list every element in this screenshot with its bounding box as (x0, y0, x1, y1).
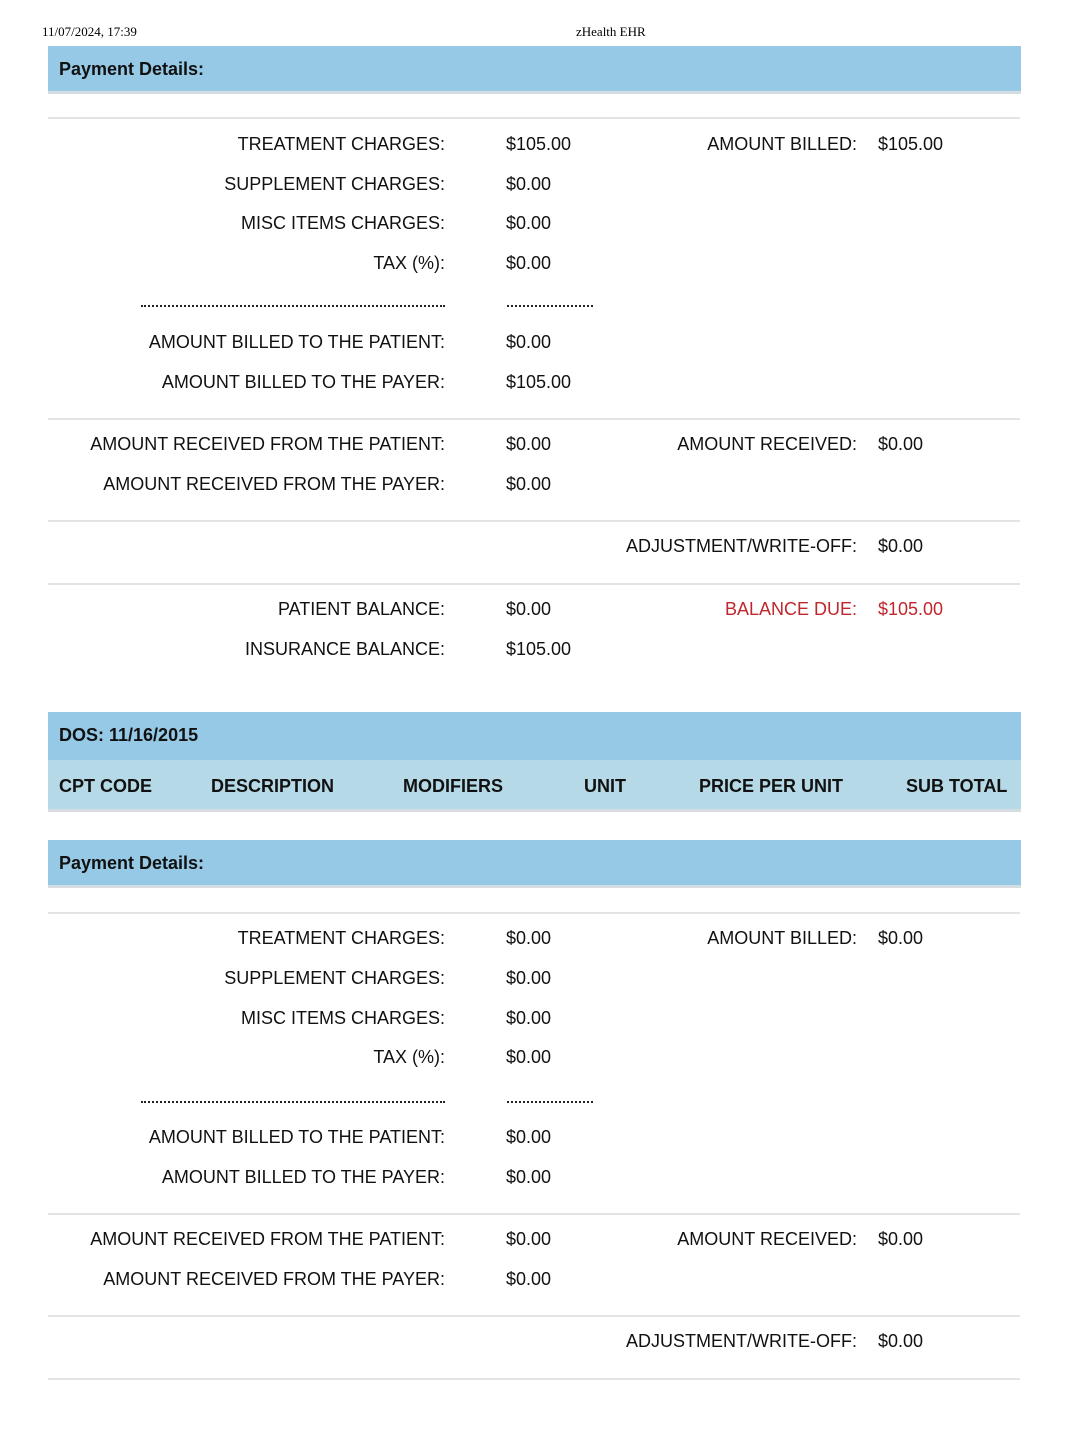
dos-header: DOS: 11/16/2015 (48, 712, 1021, 760)
misc-items-charges-label: MISC ITEMS CHARGES: (240, 213, 445, 233)
tax-label: TAX (%): (373, 253, 445, 273)
amount-received-payer-value: $0.00 (506, 474, 552, 494)
column-header-cpt-code: CPT CODE (59, 776, 153, 796)
amount-billed-label: AMOUNT BILLED: (707, 928, 857, 948)
print-datetime: 11/07/2024, 17:39 (42, 24, 137, 39)
misc-items-charges-label: MISC ITEMS CHARGES: (240, 1008, 445, 1028)
payment-details-header: Payment Details: (48, 46, 1021, 94)
adjustment-label: ADJUSTMENT/WRITE-OFF: (626, 536, 857, 556)
amount-received-value: $0.00 (878, 434, 924, 454)
tax-value: $0.00 (506, 1047, 552, 1067)
dotted-separator (141, 1101, 445, 1103)
balance-due-value: $105.00 (878, 599, 944, 619)
divider (48, 418, 1020, 420)
divider (48, 912, 1020, 914)
amount-billed-payer-label: AMOUNT BILLED TO THE PAYER: (161, 372, 445, 392)
amount-received-payer-label: AMOUNT RECEIVED FROM THE PAYER: (103, 1269, 445, 1289)
amount-billed-patient-value: $0.00 (506, 332, 552, 352)
dotted-separator (141, 305, 445, 307)
divider (48, 583, 1020, 585)
cpt-table-header (48, 760, 1021, 812)
divider (48, 520, 1020, 522)
dotted-separator (507, 1101, 593, 1103)
amount-billed-patient-value: $0.00 (506, 1127, 552, 1147)
amount-received-patient-value: $0.00 (506, 1229, 552, 1249)
amount-received-payer-value: $0.00 (506, 1269, 552, 1289)
column-header-modifiers: MODIFIERS (403, 776, 504, 796)
treatment-charges-label: TREATMENT CHARGES: (237, 928, 445, 948)
adjustment-value: $0.00 (878, 536, 924, 556)
tax-label: TAX (%): (373, 1047, 445, 1067)
misc-items-charges-value: $0.00 (506, 1008, 552, 1028)
divider (48, 1315, 1020, 1317)
dotted-separator (507, 305, 593, 307)
adjustment-label: ADJUSTMENT/WRITE-OFF: (626, 1331, 857, 1351)
print-header (0, 24, 1070, 42)
divider (48, 1378, 1020, 1380)
adjustment-value: $0.00 (878, 1331, 924, 1351)
column-header-price-per-unit: PRICE PER UNIT (699, 776, 844, 796)
supplement-charges-label: SUPPLEMENT CHARGES: (224, 174, 445, 194)
column-header-unit: UNIT (584, 776, 626, 796)
divider (48, 1213, 1020, 1215)
amount-billed-value: $105.00 (878, 134, 944, 154)
insurance-balance-value: $105.00 (506, 639, 572, 659)
amount-billed-label: AMOUNT BILLED: (707, 134, 857, 154)
tax-value: $0.00 (506, 253, 552, 273)
divider (48, 117, 1020, 119)
amount-billed-value: $0.00 (878, 928, 924, 948)
amount-received-value: $0.00 (878, 1229, 924, 1249)
column-header-description: DESCRIPTION (211, 776, 335, 796)
amount-received-label: AMOUNT RECEIVED: (677, 434, 857, 454)
amount-received-payer-label: AMOUNT RECEIVED FROM THE PAYER: (103, 474, 445, 494)
column-header-sub-total: SUB TOTAL (906, 776, 1008, 796)
amount-billed-payer-label: AMOUNT BILLED TO THE PAYER: (161, 1167, 445, 1187)
amount-received-patient-label: AMOUNT RECEIVED FROM THE PATIENT: (90, 1229, 445, 1249)
amount-received-patient-label: AMOUNT RECEIVED FROM THE PATIENT: (90, 434, 445, 454)
amount-billed-patient-label: AMOUNT BILLED TO THE PATIENT: (148, 332, 445, 352)
balance-due-label: BALANCE DUE: (724, 599, 857, 619)
patient-balance-label: PATIENT BALANCE: (277, 599, 445, 619)
amount-received-patient-value: $0.00 (506, 434, 552, 454)
amount-billed-payer-value: $105.00 (506, 372, 572, 392)
misc-items-charges-value: $0.00 (506, 213, 552, 233)
patient-balance-value: $0.00 (506, 599, 552, 619)
treatment-charges-value: $105.00 (506, 134, 572, 154)
supplement-charges-label: SUPPLEMENT CHARGES: (224, 968, 445, 988)
treatment-charges-value: $0.00 (506, 928, 552, 948)
treatment-charges-label: TREATMENT CHARGES: (237, 134, 445, 154)
payment-details-header: Payment Details: (48, 840, 1021, 888)
insurance-balance-label: INSURANCE BALANCE: (244, 639, 445, 659)
supplement-charges-value: $0.00 (506, 968, 552, 988)
supplement-charges-value: $0.00 (506, 174, 552, 194)
amount-billed-payer-value: $0.00 (506, 1167, 552, 1187)
print-app-title: zHealth EHR (576, 24, 646, 39)
amount-received-label: AMOUNT RECEIVED: (677, 1229, 857, 1249)
amount-billed-patient-label: AMOUNT BILLED TO THE PATIENT: (148, 1127, 445, 1147)
